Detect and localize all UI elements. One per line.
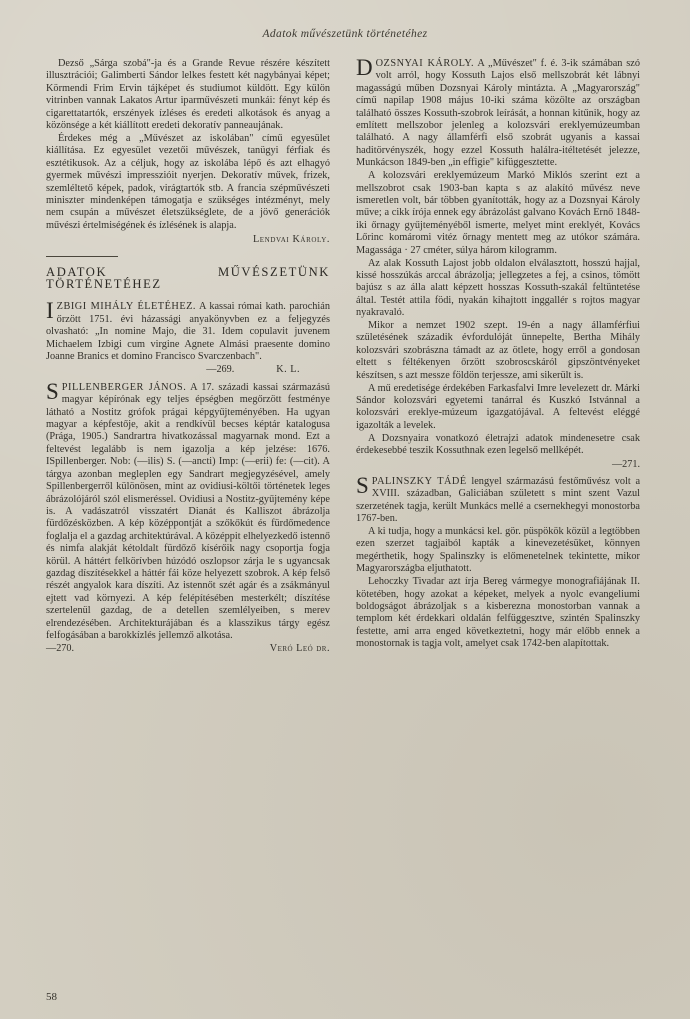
entry-text: A „Művészet" f. é. 3-ik számában szó volt arról, hogy Kossuth Lajos első mellszobrát két lábnyi magasságú műben Dozsnyai Károly mintázta. A „Magyarország" című napilap 1908 május 10-iki száma közölte az országban található összes Kossuth-szobrok leírását, a honnan kitűnik, hogy az említett mellszobor jelenleg a kolozsvári ereklyemúzeumban található. A nagy államférfi első szobrát ugyanis a kassai haditörvényszék, hogy ezzel Kossuth halálra-itéltetését jelezze, Munkácson 1849-ben „in effigie" kifüggesztette. bbox=[356, 58, 640, 169]
entry-title: PILLENBERGER JÁNOS. bbox=[61, 381, 187, 393]
entry-number: —271. bbox=[611, 458, 640, 470]
dropcap: S bbox=[356, 472, 369, 498]
entry-title: ZBIGI MIHÁLY ÉLETÉHEZ. bbox=[56, 301, 196, 313]
entry-body bbox=[46, 298, 330, 363]
right-column bbox=[356, 55, 641, 938]
paragraph: Érdekes még a „Művészet az iskolában" című egyesület kiállítása. Ez egyesület vezetői művészek, tanügyi férfiak és esztétikusok. Az a céljuk, hogy az iskolába lépő és azt elhagyó gyermek művészi impresszióit nyerjen. Dekoratív művek, frizek, szemléltető képek, padok, virágtartók stb. A francia szépművészeti miniszter mindenképen támogatja e szükséges intézményt, mely nem csupán a művészet életszükséglete, de a jövő generációk művészi értelmiségének és ízlésének is alapja. bbox=[46, 132, 330, 231]
paragraph: Mikor a nemzet 1902 szept. 19-én a nagy államférfiui születésének századik évfordulóját ünnepelte, Bertha Mihály kolozsvári szobrászna támadt az az ötlete, hogy erről a gondosan eltett s féltékenyen őrzött szobroscskáról gipszöntvényeket készítsen, s azt messze földön terjessze, ami sikerült is. bbox=[356, 320, 640, 381]
page-number: 58 bbox=[46, 991, 57, 1003]
dropcap: I bbox=[46, 298, 54, 324]
two-column-layout bbox=[46, 55, 644, 938]
article-continuation bbox=[46, 58, 330, 232]
entry-number: —270. bbox=[46, 643, 75, 655]
section-title: ADATOK MŰVÉSZETÜNK TÖRTÉNETÉHEZ bbox=[46, 264, 330, 291]
left-column bbox=[46, 58, 330, 938]
entry-body bbox=[46, 378, 330, 643]
entry-title: PALINSZKY TÁDÉ bbox=[371, 475, 467, 487]
entry-text: lengyel származású festőművész volt a XVIII. században, Galiciában született s mint szent Vazul szerzetének tagja, került Munkács mellé a csernekhegyi monostorba 1767-ben. bbox=[356, 475, 641, 525]
dropcap: S bbox=[46, 378, 59, 404]
paragraph: Az alak Kossuth Lajost jobb oldalon elválasztott, hosszú hajjal, kissé hosszúkás arccal ábrázolja; jellegzetes a fej, a csinos, tömött bajúsz s az álla alatt képzett hosszas Kossuth-szakál feltüntetése által. Testét attila födi, nyakán kihajtott inggallér s rojtos magyar nyakravaló. bbox=[356, 257, 640, 319]
paragraph: A Dozsnyaira vonatkozó életrajzi adatok mindenesetre csak érdekesebbé teszik Kossuthnak ezen legelső mellképét. bbox=[356, 432, 640, 457]
entry-text: A kassai római kath. parochián őrzött 1751. évi házassági anyakönyvben ez a feljegyzés olvasható: „In nomine Majo, die 31. Idem copulavit juvenem Michaelem Izbigi cum virgine Agnete Almási praesente domino Joanne Branics et domino Francisco Svarczenbach". bbox=[46, 301, 330, 363]
entry-dozsnyai bbox=[356, 55, 640, 471]
entry-spalinszky bbox=[356, 472, 641, 651]
entry-author: K. L. bbox=[276, 364, 300, 376]
entry-text: A 17. századi kassai származású magyar képírónak egy teljes épségben megőrzött festménye látható a Nostitz grófok prágai képgyűjteményében. Ha ugyan magyar a képfestője, akit a rendkívül becses képtár katalogusa (Prága, 1905.) Sandrartra hivatkozással magyarnak mond. Ezt a feltevést legalább is nem igazolja a kép jelzése: 1676. ISpillenberger. Nob: (—ilis) S. (—ancti) Imp: (—erii) fe: (—cit). A tárgya azonban megleplen egy Sandrart megjegyzésével, amely Spillenbergerről különösen, mint az ovidiusi-költői történetek leges ábrázolójáról szól elismeréssel. Ovidiusi a Nostitz-gyűjtemény képe is. A vadászatról visszatért Dianát és Kalliszot ábrázolja fürdőzésközben. A kép középpontját a szőkőkút és fürdőmedence foglalja el a gazdag architektúrával. A középpit elhelyezkedő istennő és nimfa alakját kétoldalt fürdőző kísérőik nagy csoportja fogja körül. A háttért felkörívben húzódó oszlopsor zárja le s ugyancsak gazdag díszítésekkel a háttér fái köze helyezett szobrok. A kép felső részét angyalok kara díszíti. Az istennőt szét agár és a zsákmányul ejtett vad környezi. A kép felépítésében mesterkélt; díszítése szertelenül gazdag, de a detellen szemlélyeiben, s merev elrendezésében. Architekturájában és a klasszikus tárgy egész felfogásában a barokkízlés jellemző alkotása. bbox=[46, 381, 330, 641]
paragraph: A ki tudja, hogy a munkácsi kel. gör. püspökök közül a legtöbben ezen szerzet tagjaiból kapták a kinevezetésüket, könnyen megérthetik, hogy Spalinszky is előmenetelnek tekintette, mikor Magyarországba eljuthatott. bbox=[356, 526, 640, 575]
section-divider bbox=[46, 256, 118, 257]
signature-lendvai: Lendvai Károly. bbox=[252, 234, 330, 246]
entry-author: Veró Leó dr. bbox=[269, 643, 330, 655]
entry-body bbox=[356, 55, 640, 170]
paragraph: A mű eredetisége érdekében Farkasfalvi Imre levelezett dr. Márki Sándor kolozsvári egyetemi tanárral és Kuszkó Istvánnal a kolozsvári ereklye-múzeum igazgatójával. A feltevést eléggé igazolták a levelek. bbox=[356, 382, 640, 431]
entry-number: —269. bbox=[206, 364, 235, 376]
paragraph: A kolozsvári ereklyemúzeum Markó Miklós szerint ezt a mellszobrot csak 1903-ban kapta s az alakító művész neve ismeretlen volt, bár többen gyanították, hogy az a Dozsnyai Károly műve; a cikk írója ennek egy ábrázolást galvano Kovách Ernő 1848-iki őrnagy gyűjteményéből ismerte, melyet mint ereklyét, Kovács Lőrinc komáromi vitéz őrnagy mentett meg az utókor számára. Magassága · 27 cméter, súlya három kilogramm. bbox=[356, 170, 640, 256]
dropcap: D bbox=[356, 55, 373, 80]
entry-title: OZSNYAI KÁROLY. bbox=[375, 58, 475, 69]
entry-footer bbox=[46, 643, 330, 655]
entry-body bbox=[356, 472, 641, 526]
entry-izbigi bbox=[46, 298, 330, 376]
paragraph: Lehoczky Tivadar azt írja Bereg vármegye monografiájának II. kötetében, hogy azokat a képeket, melyek a nyolc evangeliumi boldogságot ábrázoljak s a kisberezna monostorban vannak a templom két érdekkari oldalán felfüggesztve, szintén Spalinszky festette, ami arra enged következtetni, hogy már előbb ennek a monostornak is tagja volt, amelyet csak 1742-ben alapítottak. bbox=[356, 576, 640, 650]
running-head: Adatok művészetünk történetéhez bbox=[262, 28, 428, 40]
paragraph: Dezső „Sárga szobá"-ja és a Grande Revue részére készített illusztrációi; Galimberti Sándor lelkes festett két nagybányai képet; Körmendi Frim Ervin tájképet és studiumot küldött. Egy külön vitrinben vannak Lakatos Artur iparművészeti munkái: fényt kép és cigarettatartók, erszények ízléses és eredeti alkotások és anyag a közönsége a két kiállított eredeti dekoratív panneaujának. bbox=[46, 58, 330, 132]
entry-spillenberger bbox=[46, 378, 330, 656]
entry-footer bbox=[46, 364, 330, 376]
